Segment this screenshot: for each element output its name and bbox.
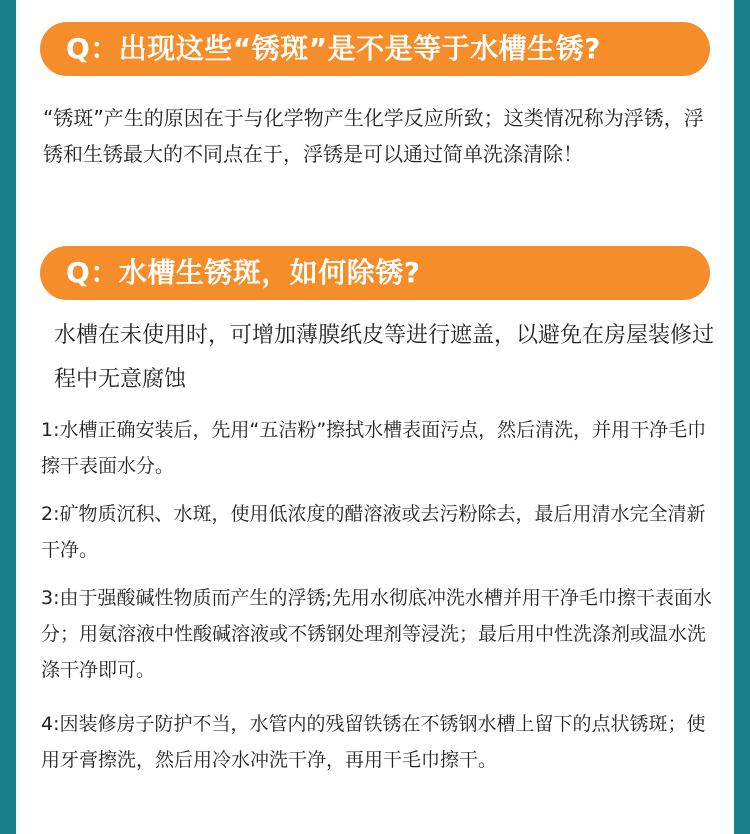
step-item-4: 4:因装修房子防护不当，水管内的残留铁锈在不锈钢水槽上留下的点状锈斑；使用牙膏擦洗，然后用冷水冲洗干净，再用干毛巾擦干。 [41, 713, 706, 771]
question-text: Q：水槽生锈斑，如何除锈? [66, 256, 421, 289]
content-panel [16, 0, 734, 834]
answer-paragraph-floating-rust: “锈斑”产生的原因在于与化学物产生化学反应所致；这类情况称为浮锈，浮锈和生锈最大的不同点在于，浮锈是可以通过简单洗涤清除！ [43, 106, 704, 166]
question-text: Q：出现这些“锈斑”是不是等于水槽生锈? [66, 32, 601, 65]
step-item-3: 3:由于强酸碱性物质而产生的浮锈;先用水彻底冲洗水槽并用干净毛巾擦干表面水分；用氨溶液中性酸碱溶液或不锈钢处理剂等浸洗；最后用中性洗涤剂或温水洗涤干净即可。 [41, 587, 712, 681]
intro-paragraph-protection: 水槽在未使用时，可增加薄膜纸皮等进行遮盖，以避免在房屋装修过程中无意腐蚀 [54, 323, 715, 392]
question-banner-remove-rust [40, 246, 710, 300]
question-banner-rust-spots [40, 22, 710, 76]
step-item-1: 1:水槽正确安装后，先用“五洁粉”擦拭水槽表面污点，然后清洗，并用干净毛巾擦干表面水分。 [41, 419, 707, 477]
step-item-2: 2:矿物质沉积、水斑，使用低浓度的醋溶液或去污粉除去，最后用清水完全清新干净。 [41, 503, 706, 561]
